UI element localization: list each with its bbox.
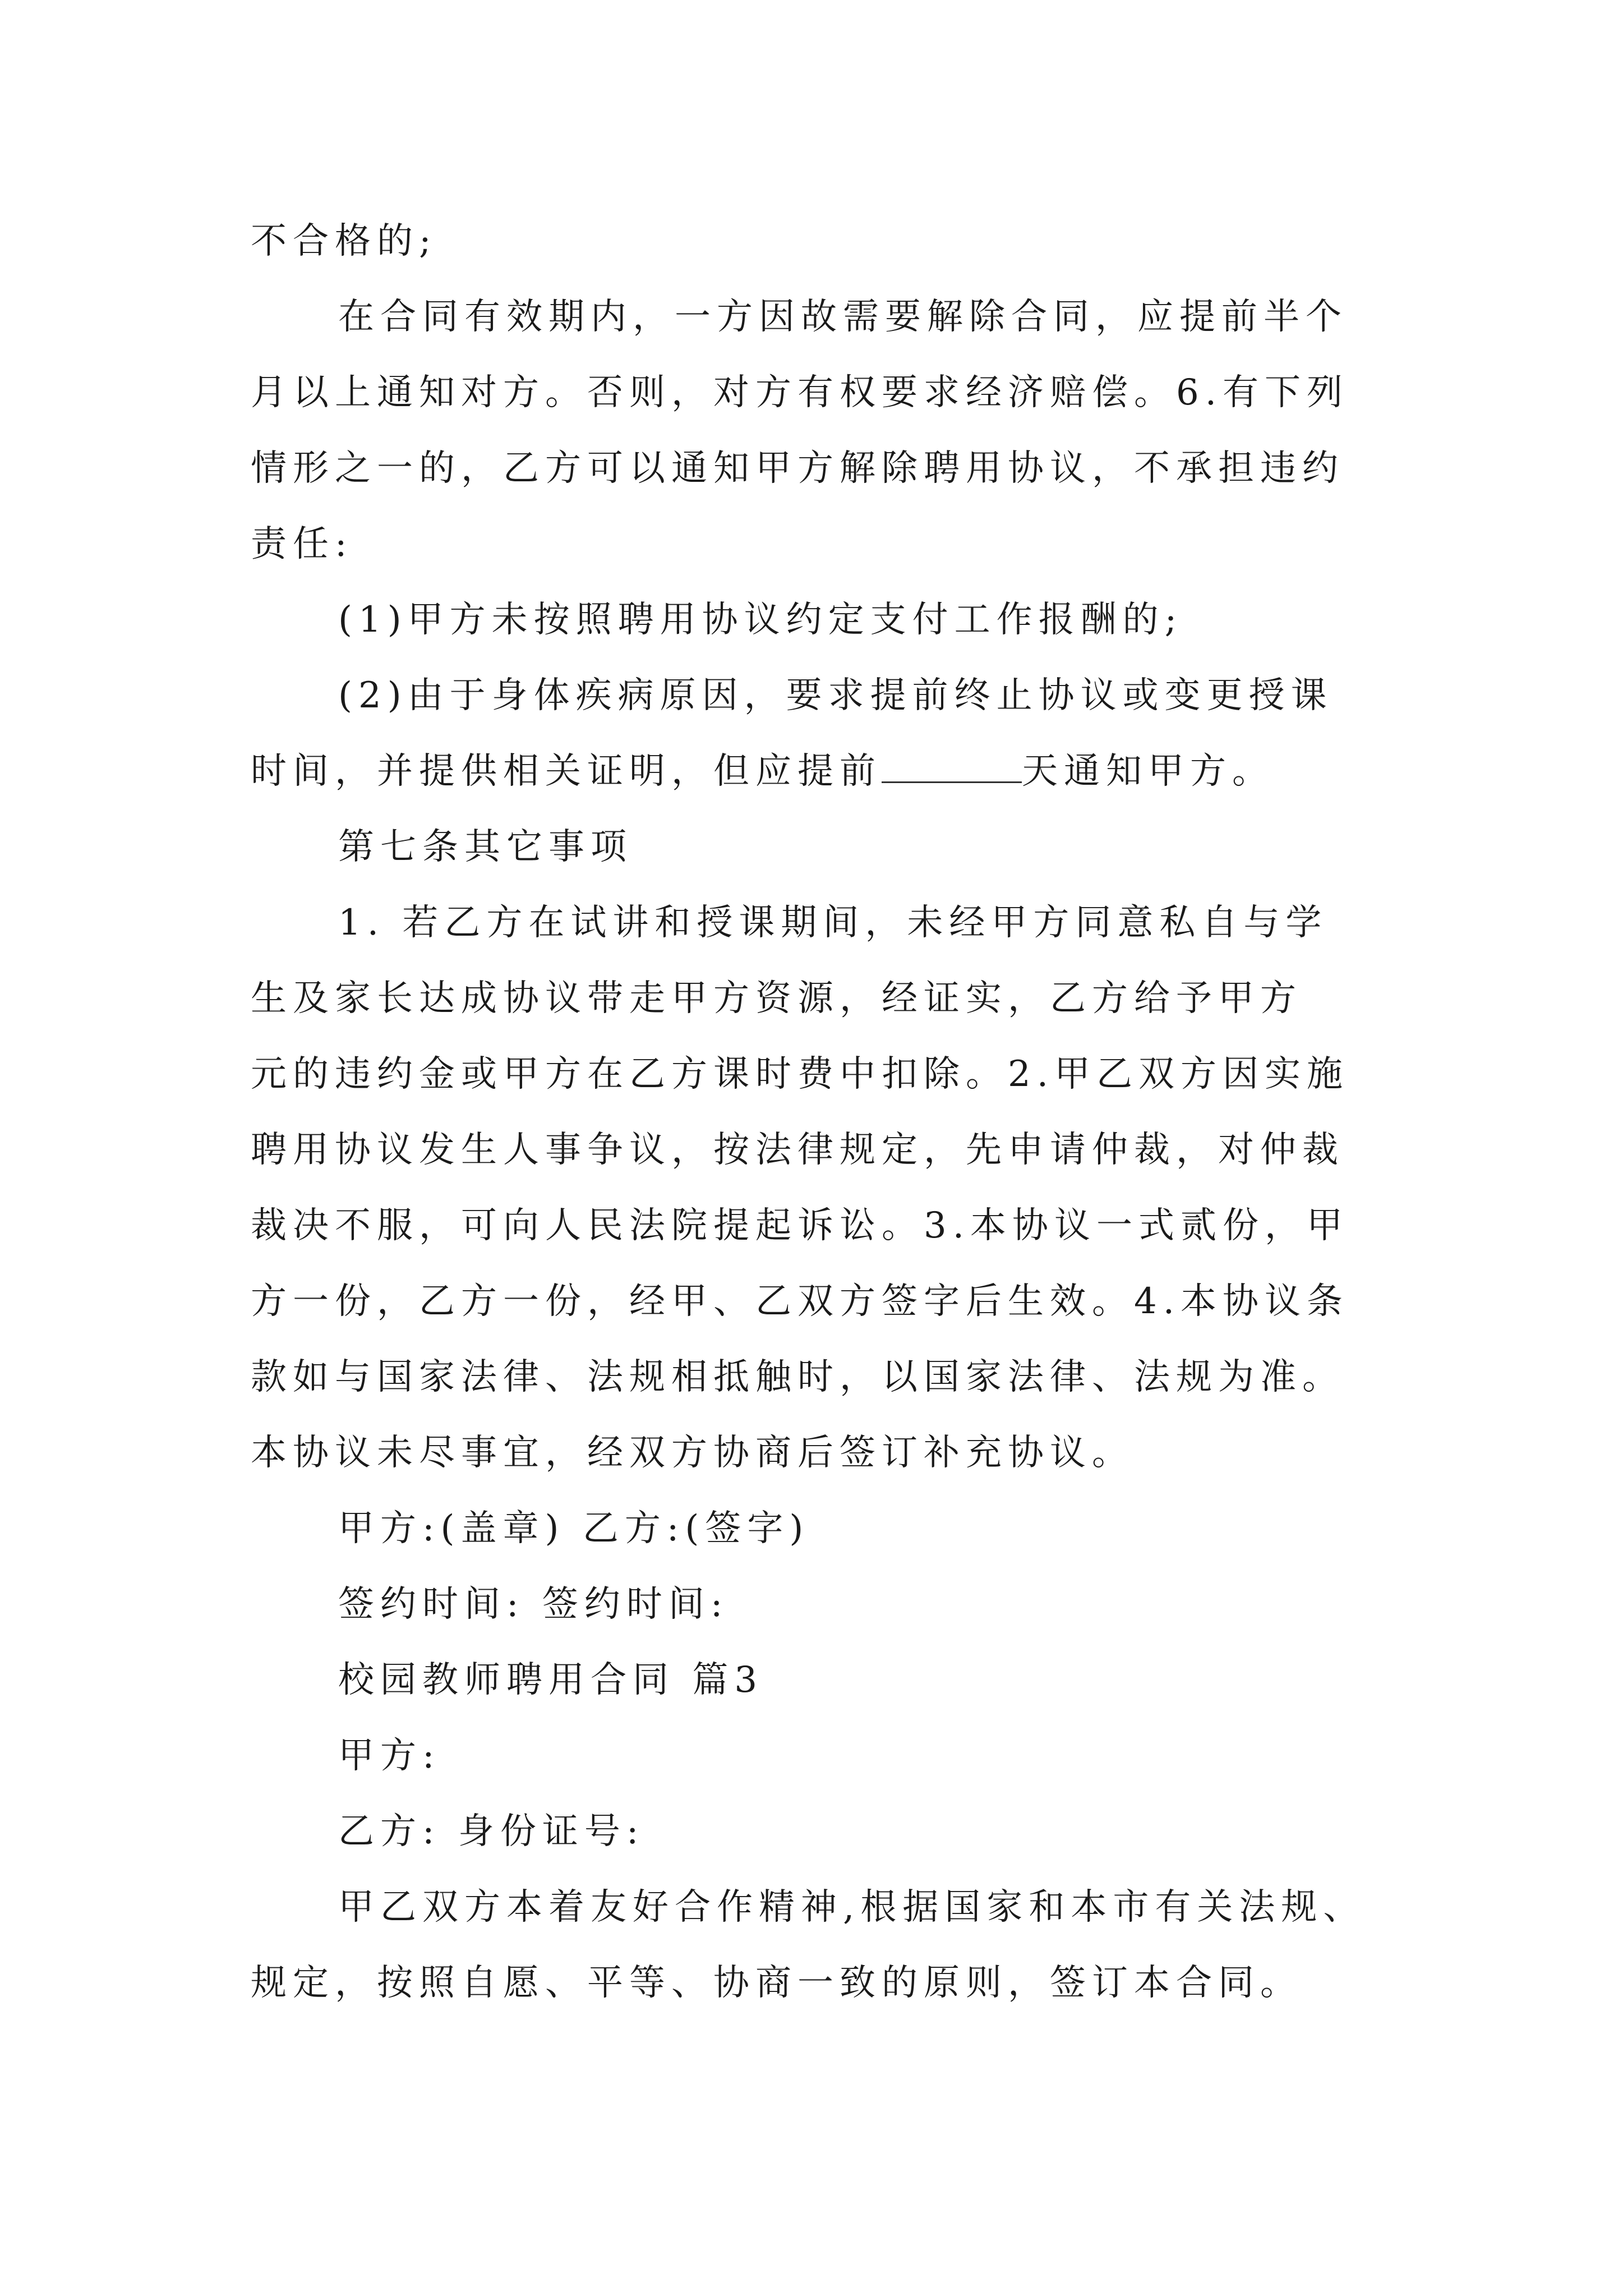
signing-date-line: 签约时间: 签约时间: (338, 1584, 729, 1625)
fill-in-blank (882, 750, 1022, 783)
text-line: 在合同有效期内，一方因故需要解除合同，应提前半个 (338, 296, 1348, 338)
text-line: 责任: (251, 523, 353, 565)
text-line: 月以上通知对方。否则，对方有权要求经济赔偿。6.有下列 (251, 372, 1349, 413)
text-line: (1)甲方未按照聘用协议约定支付工作报酬的; (338, 599, 1183, 641)
text-line: 不合格的; (251, 220, 437, 262)
contract-title: 校园教师聘用合同 篇3 (338, 1659, 764, 1701)
party-a-line: 甲方: (338, 1735, 441, 1777)
text-line (251, 749, 1274, 794)
text-line: (2)由于身体疾病原因，要求提前终止协议或变更授课 (338, 675, 1333, 716)
text-line: 元的违约金或甲方在乙方课时费中扣除。2.甲乙双方因实施 (251, 1053, 1349, 1095)
text-line: 1. 若乙方在试讲和授课期间，未经甲方同意私自与学 (338, 902, 1328, 944)
text-segment: 时间，并提供相关证明，但应提前 (251, 751, 882, 792)
signature-line: 甲方:(盖章) 乙方:(签字) (338, 1508, 810, 1549)
party-b-line: 乙方: 身份证号: (338, 1811, 645, 1852)
text-line: 款如与国家法律、法规相抵触时，以国家法律、法规为准。 (251, 1356, 1344, 1398)
text-line: 裁决不服，可向人民法院提起诉讼。3.本协议一式贰份，甲 (251, 1205, 1349, 1246)
text-line: 聘用协议发生人事争议，按法律规定，先申请仲裁，对仲裁 (251, 1129, 1344, 1171)
section-heading: 第七条其它事项 (338, 826, 633, 868)
text-segment: 天通知甲方。 (1022, 751, 1274, 792)
text-line: 情形之一的，乙方可以通知甲方解除聘用协议，不承担违约 (251, 448, 1344, 489)
text-line: 本协议未尽事宜，经双方协商后签订补充协议。 (251, 1432, 1134, 1474)
text-line: 甲乙双方本着友好合作精神,根据国家和本市有关法规、 (338, 1887, 1366, 1928)
text-line: 生及家长达成协议带走甲方资源，经证实，乙方给予甲方 (251, 978, 1302, 1019)
text-line: 方一份，乙方一份，经甲、乙双方签字后生效。4.本协议条 (251, 1281, 1349, 1322)
text-line: 规定，按照自愿、平等、协商一致的原则，签订本合同。 (251, 1962, 1302, 2004)
